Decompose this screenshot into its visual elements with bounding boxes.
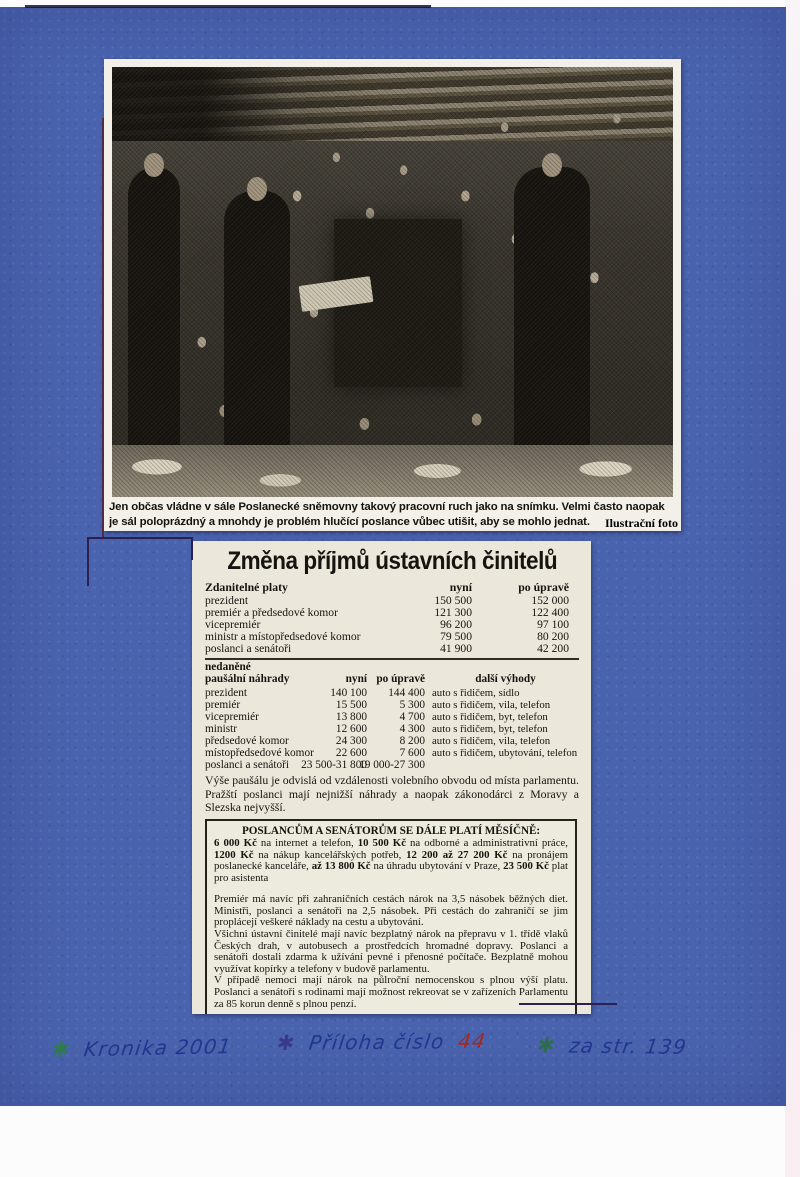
photo-front-desks [112,445,673,497]
photo-desk [334,219,462,387]
row-label: místopředsedové komor [205,747,314,760]
row-label: ministr [205,722,238,735]
row-after: 42 200 [537,642,569,656]
row-label: ministr a místopředsedové komor [205,630,361,644]
box-benefits-paragraph: V případě nemoci mají nárok na půlroční nemocenskou s plnou výší platu. Poslanci a senátoři s rodinami mají možnost rekreovat se v zařízeních Parlamentu za 85 korun denně s plnou penzí. [214,974,568,1010]
table-row [205,759,579,771]
handwritten-number: 44 [456,1028,488,1054]
row-label: premiér a předsedové komor [205,606,338,620]
row-label: poslanci a senátoři [205,759,290,772]
row-now: 79 500 [440,630,472,644]
col-after: po úpravě [376,673,425,686]
row-label: prezident [205,686,248,699]
row-after: 5 300 [399,698,425,711]
row-after: 152 000 [531,594,569,607]
row-perks: auto s řidičem, byt, telefon [432,710,548,723]
handwritten-note-page-ref [535,1034,688,1059]
pen-mark-vertical-short [87,537,89,586]
row-after: 4 300 [399,722,425,735]
table-row [205,643,579,655]
taxable-salaries-table [205,581,579,655]
row-after: 97 100 [537,618,569,632]
box-heading: POSLANCŮM A SENÁTORŮM SE DÁLE PLATÍ MĚSÍČNĚ: [242,824,540,837]
handwritten-text: Příloha číslo [307,1029,447,1055]
row-after: 19 000-27 300 [359,759,425,772]
table-row [205,711,579,723]
handwritten-text: za str. 139 [567,1033,689,1059]
monthly-payments-box [205,819,577,1014]
table-header [205,581,579,594]
row-after: 80 200 [537,630,569,644]
row-after: 4 700 [399,710,425,723]
row-perks: auto s řidičem, sídlo [432,686,520,699]
row-perks: auto s řidičem, ubytování, telefon [432,747,578,760]
row-label: vicepremiér [205,710,259,723]
caption-text: Jen občas vládne v sále Poslanecké sněmovny takový pracovní ruch jako na snímku. Velmi často naopak je sál poloprázdný a mnohdy je problém hlučící poslance vůbec utišit, aby se mohlo jednat. [109,501,665,528]
row-now: 15 500 [335,698,367,711]
parliament-photo [112,67,673,497]
row-after: 144 400 [388,686,425,699]
col-after: po úpravě [518,580,569,594]
col-perks: další výhody [475,673,536,686]
col-label-line1: nedaněné [205,661,251,674]
col-label: Zdanitelné platy [205,580,288,594]
row-now: 22 600 [335,747,367,760]
table-row [205,607,579,619]
row-after: 122 400 [531,606,569,620]
newspaper-photo-clipping [104,59,681,531]
table-row [205,699,579,711]
divider [205,658,579,660]
table-row [205,687,579,699]
row-now: 13 800 [335,710,367,723]
asterisk-mark: ✱ [535,1033,557,1058]
row-label: předsedové komor [205,735,289,748]
row-perks: auto s řidičem, vila, telefon [432,698,551,711]
col-now: nyní [345,673,367,686]
asterisk-mark: ✱ [50,1037,71,1062]
row-label: poslanci a senátoři [205,642,292,656]
table-row [205,747,579,759]
photo-standing-figure [514,167,590,497]
photo-bench-rows [112,67,673,141]
row-now: 12 600 [335,722,367,735]
box-travel-paragraph: Premiér má navíc při zahraničních cestách nárok na 3,5 násobek běžných diet. Ministři, poslanci a senátoři na 2,5 násobek. Při cestách do zahraničí se jim proplácejí veškeré náklady na cestu a ubytování. [214,893,568,929]
row-now: 150 500 [434,594,472,607]
row-now: 24 300 [335,735,367,748]
photo-people [112,67,673,497]
row-after: 7 600 [399,747,425,760]
table-header [205,662,579,685]
row-label: prezident [205,594,249,607]
allowance-note: Výše paušálu je odvislá od vzdálenosti volebního obvodu od místa parlamentu. Pražští poslanci mají nejnižší náhrady a naopak zákonodárci z Moravy a Slezska nejvyšší. [205,773,579,814]
scanner-background [785,0,800,1177]
handwritten-note-kronika [50,1035,233,1062]
table-row [205,723,579,735]
row-now: 96 200 [440,618,472,632]
box-transport-paragraph: Všichni ústavní činitelé mají navíc bezplatný nárok na přepravu v 1. třídě vlaků Českých drah, v autobusech a prostředcích hromadné dopravy. Poslanci a senátoři dostali zdarma k užívání pevné i přenosné počítače. Bezplatně mohou využívat kopírky a telefony v budově parlamentu. [214,928,568,975]
row-label: premiér [205,698,241,711]
table-row [205,735,579,747]
row-perks: auto s řidičem, byt, telefon [432,722,548,735]
pen-mark-vertical-long [102,118,104,539]
photo-caption [109,500,676,529]
col-now: nyní [449,580,472,594]
handwritten-text: Kronika 2001 [82,1034,234,1062]
handwritten-note-priloha [275,1030,487,1055]
page-edge-line [25,5,431,8]
row-now: 121 300 [434,606,472,620]
col-label [205,662,323,685]
row-after: 8 200 [399,735,425,748]
row-now: 41 900 [440,642,472,656]
article-title [205,547,579,576]
photo-standing-figure [128,167,180,467]
row-perks: auto s řidičem, vila, telefon [432,735,551,748]
col-label-line2: paušální náhrady [205,673,290,686]
article-title-text: Změna příjmů ústavních činitelů [227,547,557,575]
asterisk-mark: ✱ [275,1030,297,1056]
photo-standing-figure [224,191,290,497]
box-monthly-paragraph: 6 000 Kč na internet a telefon, 10 500 Kč na odborné a administrativní práce, 1200 Kč na nákup kancelářských potřeb, 12 200 až 27 200 Kč na pronájem poslanecké kanceláře, až 13 800 Kč na úhradu ubytování v Praze, 23 500 Kč plat pro asistenta [214,836,568,884]
row-now: 140 100 [330,686,367,699]
allowances-table [205,662,579,771]
newspaper-article-clipping [192,541,591,1014]
row-label: vicepremiér [205,618,261,632]
row-perks [425,759,579,771]
pen-mark-underline [519,1003,617,1005]
pen-mark-horizontal [87,537,193,539]
photo-credit: Ilustrační foto [605,516,678,530]
row-now: 23 500-31 800 [301,759,367,772]
pen-mark-vertical-short [191,537,193,560]
